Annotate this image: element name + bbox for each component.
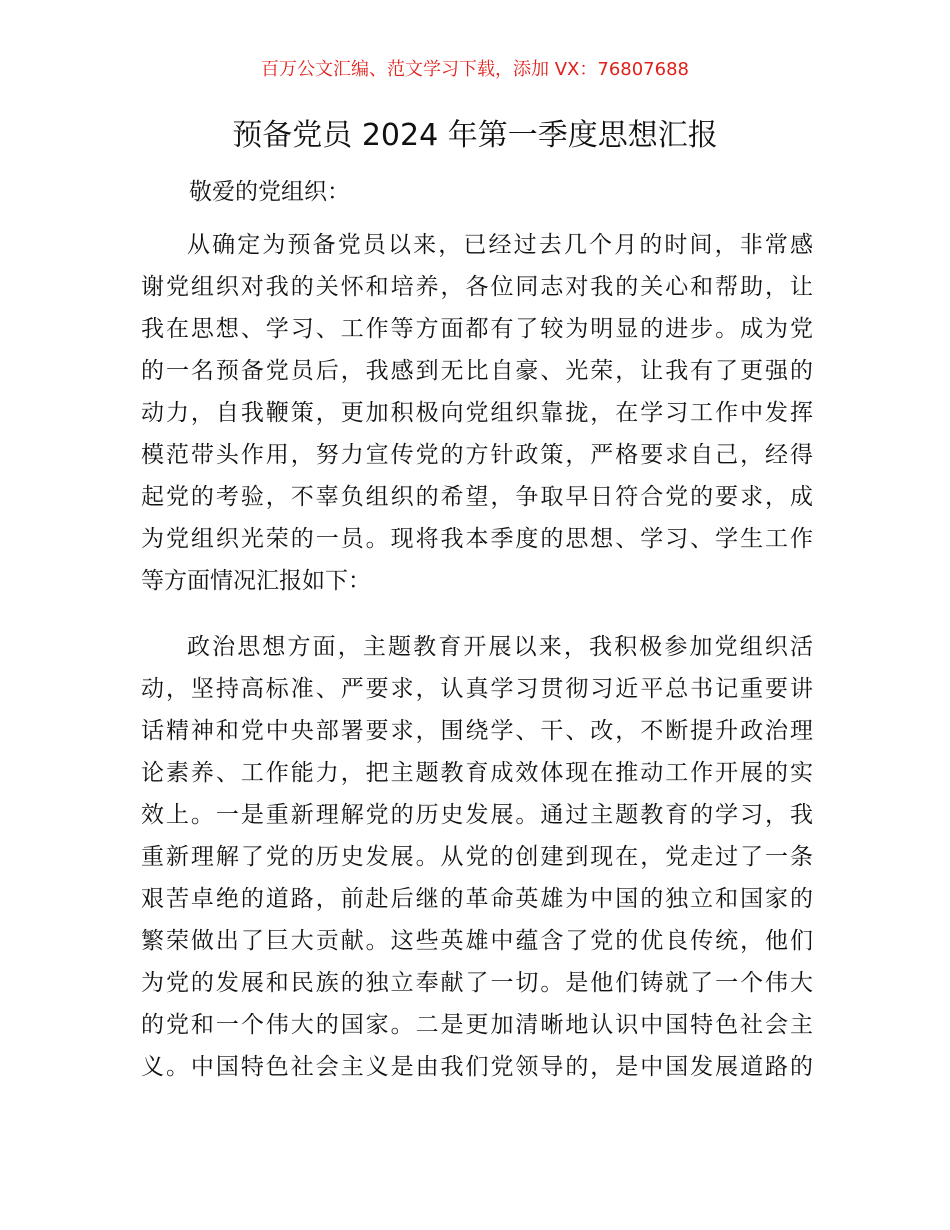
paragraph-line: 论素养、工作能力，把主题教育成效体现在推动工作开展的实 xyxy=(141,760,813,786)
paragraph-line: 艰苦卓绝的道路，前赴后继的革命英雄为中国的独立和国家的 xyxy=(141,886,813,912)
paragraph-line: 模范带头作用，努力宣传党的方针政策，严格要求自己，经得 xyxy=(141,442,813,468)
paragraph-line: 起党的考验，不辜负组织的希望，争取早日符合党的要求，成 xyxy=(141,484,813,510)
paragraph-line: 为党的发展和民族的独立奉献了一切。是他们铸就了一个伟大 xyxy=(141,970,813,996)
paragraph-line: 从确定为预备党员以来，已经过去几个月的时间，非常感 xyxy=(187,232,813,258)
paragraph-line: 等方面情况汇报如下： xyxy=(141,568,371,594)
paragraph-line: 政治思想方面，主题教育开展以来，我积极参加党组织活 xyxy=(187,634,813,660)
header-banner: 百万公文汇编、范文学习下载，添加 VX：76807688 xyxy=(261,59,689,80)
paragraph-line: 的一名预备党员后，我感到无比自豪、光荣，让我有了更强的 xyxy=(141,358,813,384)
paragraph-line: 为党组织光荣的一员。现将我本季度的思想、学习、学生工作 xyxy=(141,526,813,552)
paragraph-line: 重新理解了党的历史发展。从党的创建到现在，党走过了一条 xyxy=(141,844,813,870)
document-title: 预备党员 2024 年第一季度思想汇报 xyxy=(232,118,718,153)
paragraph-line: 我在思想、学习、工作等方面都有了较为明显的进步。成为党 xyxy=(141,316,813,342)
paragraph-line: 话精神和党中央部署要求，围绕学、干、改，不断提升政治理 xyxy=(141,718,813,744)
paragraph-line: 的党和一个伟大的国家。二是更加清晰地认识中国特色社会主 xyxy=(141,1012,813,1038)
paragraph-line: 谢党组织对我的关怀和培养，各位同志对我的关心和帮助，让 xyxy=(141,274,813,300)
paragraph-line: 动力，自我鞭策，更加积极向党组织靠拢，在学习工作中发挥 xyxy=(141,400,813,426)
paragraph-2 xyxy=(141,626,813,1088)
paragraph-line: 义。中国特色社会主义是由我们党领导的，是中国发展道路的 xyxy=(141,1054,813,1080)
paragraph-line: 动，坚持高标准、严要求，认真学习贯彻习近平总书记重要讲 xyxy=(141,676,813,702)
paragraph-1 xyxy=(141,224,813,602)
paragraph-line: 效上。一是重新理解党的历史发展。通过主题教育的学习，我 xyxy=(141,802,813,828)
paragraph-line: 繁荣做出了巨大贡献。这些英雄中蕴含了党的优良传统，他们 xyxy=(141,928,813,954)
salutation: 敬爱的党组织： xyxy=(189,179,350,205)
